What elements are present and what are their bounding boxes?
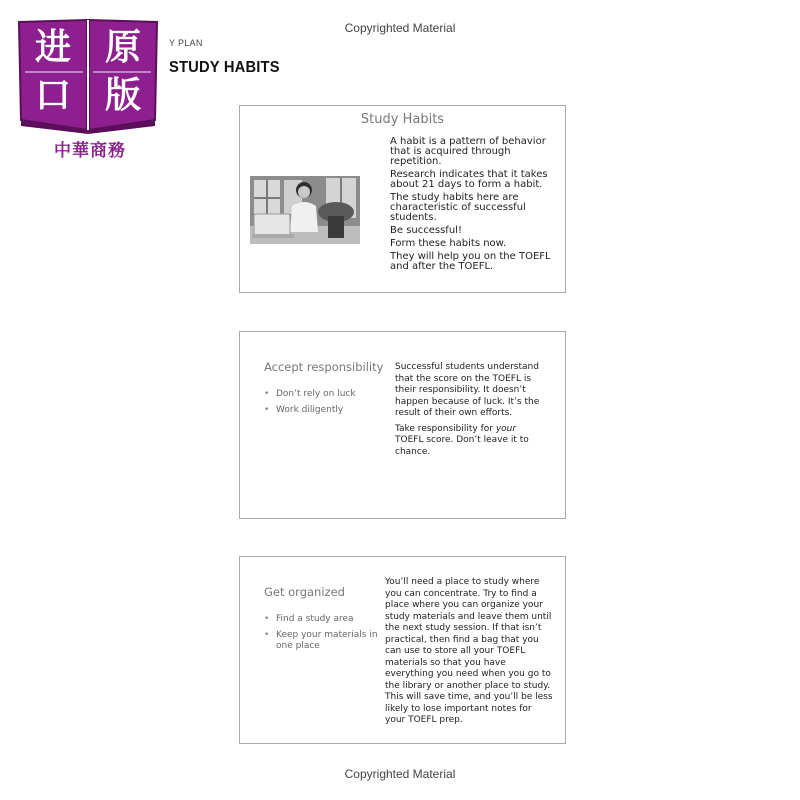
slide-paragraph: You’ll need a place to study where you can concentrate. Try to find a place where you can organize your study materials and leave them until the next study session. If that isn’t practical, then find a bag that you can use to store all your TOEFL materials so that you have everything you need when you go to the library or another place to study. This will save time, and you’ll be less likely to lose important notes for your TOEFL prep. [385,577,553,725]
copyright-footer: Copyrighted Material [344,767,456,781]
slide-get-organized [239,556,566,744]
slide-line: They will help you on the TOEFL and after the TOEFL. [390,251,551,272]
woman-at-laptop-photo [250,176,360,244]
slide-study-habits [239,105,566,293]
slide-heading: Accept responsibility [264,360,384,374]
slide-accept-responsibility [239,331,566,519]
slide-line: A habit is a pattern of behavior that is acquired through repetition. [390,136,546,167]
publisher-badge-logo [17,16,159,134]
badge-char-yuan: 原 [104,26,141,68]
slide-body [385,577,553,731]
slide-line: Be successful! [390,225,462,236]
slide-body [390,137,560,275]
chapter-title: STUDY HABITS [169,59,280,76]
slide-line: Form these habits now. [390,238,507,249]
section-kicker: Y PLAN [169,38,203,48]
slide-body [395,362,545,462]
bullet-item: • Work diligently [262,405,386,417]
slide-paragraph: Take responsibility for your TOEFL score. Don’t leave it to chance. [395,423,529,457]
badge-char-jin: 进 [34,26,71,68]
slide-heading: Get organized [264,585,345,599]
copyright-header: Copyrighted Material [344,21,456,35]
slide-line: The study habits here are characteristic of successful students. [390,192,526,223]
bullet-item: • Keep your materials in one place [262,630,386,653]
emphasis: your [495,423,517,434]
slide-bullet-list [262,614,386,657]
bullet-item: • Don’t rely on luck [262,389,386,401]
publisher-seal-text: 中華商務 [54,141,126,161]
slide-paragraph: Successful students understand that the score on the TOEFL is their responsibility. It doesn’t happen because of luck. It’s the result of their own efforts. [395,362,540,418]
bullet-item: • Find a study area [262,614,386,626]
badge-char-ban: 版 [104,74,141,116]
slide-line: Research indicates that it takes about 21 days to form a habit. [390,169,548,190]
badge-char-kou: 口 [34,74,71,116]
slide-bullet-list [262,389,386,420]
slide-title: Study Habits [360,112,445,127]
